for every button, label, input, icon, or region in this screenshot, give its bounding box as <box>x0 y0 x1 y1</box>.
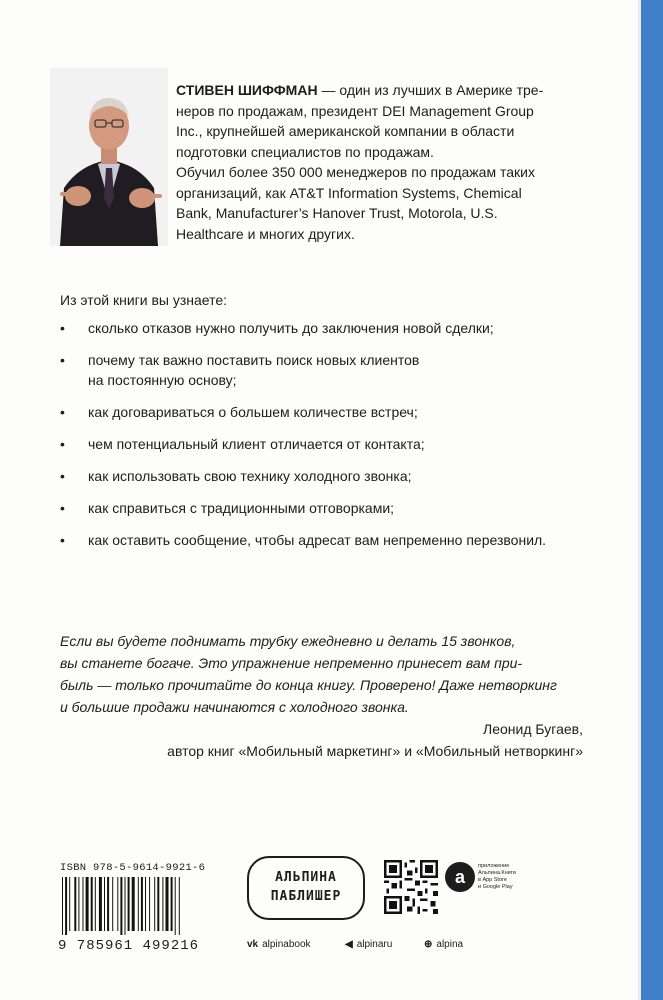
vk-icon: vk <box>247 939 259 950</box>
author-name: СТИВЕН ШИФФМАН <box>176 82 318 98</box>
list-item: • чем потенциальный клиент отличается от контакта; <box>60 434 600 454</box>
social-telegram-handle: alpinaru <box>356 939 393 950</box>
bio-line-8: Healthcare и многих других. <box>176 225 355 242</box>
publisher-logo-line-2: ПАБЛИШЕР <box>270 889 342 904</box>
social-vk-handle: alpinabook <box>262 939 311 950</box>
isbn-label: ISBN 978-5-9614-9921-6 <box>60 862 206 874</box>
list-item: • как оставить сообщение, чтобы адресат вам непременно перезвонил. <box>60 530 600 550</box>
bio-line-5: Обучил более 350 000 менеджеров по продажам таких <box>176 164 535 180</box>
telegram-icon: ◀ <box>345 939 353 950</box>
learn-title: Из этой книги вы узнаете: <box>60 292 228 308</box>
app-caption-line-2: Альпина.Книги <box>478 870 516 876</box>
blue-spine-strip <box>641 0 663 1000</box>
quote-author-description: автор книг «Мобильный маркетинг» и «Мобильный нетворкинг» <box>167 743 583 759</box>
author-bio <box>176 80 601 244</box>
list-item: • как использовать свою технику холодного звонка; <box>60 466 600 486</box>
bio-line-7: Bank, Manufacturer’s Hanover Trust, Motorola, U.S. <box>176 205 498 221</box>
barcode <box>60 877 220 935</box>
quote-line-2: вы станете богаче. Это упражнение непременно принесет вам при- <box>60 655 523 671</box>
app-caption-line-4: и Google Play <box>478 884 513 890</box>
list-item: • как договариваться о большем количестве встреч; <box>60 402 600 422</box>
bio-line-2: неров по продажам, президент DEI Management Group <box>176 102 534 119</box>
bio-line-6: организаций, как AT&T Information Systems, Chemical <box>176 184 522 201</box>
author-photo <box>50 68 168 246</box>
bio-line-4: подготовки специалистов по продажам. <box>176 143 434 160</box>
social-telegram <box>345 939 392 950</box>
social-vk <box>247 939 311 950</box>
social-other <box>424 939 463 950</box>
app-caption-line-3: в App Store <box>478 877 507 883</box>
quote-author <box>167 718 583 762</box>
list-item: • как справиться с традиционными отговорками; <box>60 498 600 518</box>
bio-line-3: Inc., крупнейшей американской компании в области <box>176 123 515 139</box>
list-item <box>60 350 600 390</box>
publisher-logo <box>247 856 365 920</box>
app-caption <box>478 863 538 891</box>
quote-line-4: и большие продажи начинаются с холодного звонка. <box>60 699 409 715</box>
quote-line-1: Если вы будете поднимать трубку ежедневно и делать 15 звонков, <box>60 633 516 649</box>
list-item-line: почему так важно поставить поиск новых клиентов <box>88 352 420 368</box>
learn-list <box>60 318 600 562</box>
barcode-digits: 9 785961 499216 <box>58 938 200 954</box>
alpina-app-icon: a <box>445 862 475 892</box>
app-caption-line-1: приложение <box>478 863 510 869</box>
social-other-handle: alpina <box>436 939 464 950</box>
list-item-line: на постоянную основу; <box>88 372 237 388</box>
quote-author-name: Леонид Бугаев, <box>483 721 583 737</box>
qr-code <box>384 860 438 914</box>
publisher-logo-line-1: АЛЬПИНА <box>275 870 337 885</box>
quote-line-3: быль — только прочитайте до конца книгу. Проверено! Даже нетворкинг <box>60 677 557 693</box>
testimonial-quote <box>60 630 600 718</box>
bio-line-1: — один из лучших в Америке тре- <box>317 82 544 98</box>
list-item: • сколько отказов нужно получить до заключения новой сделки; <box>60 318 600 338</box>
plus-circle-icon: ⊕ <box>424 939 433 950</box>
